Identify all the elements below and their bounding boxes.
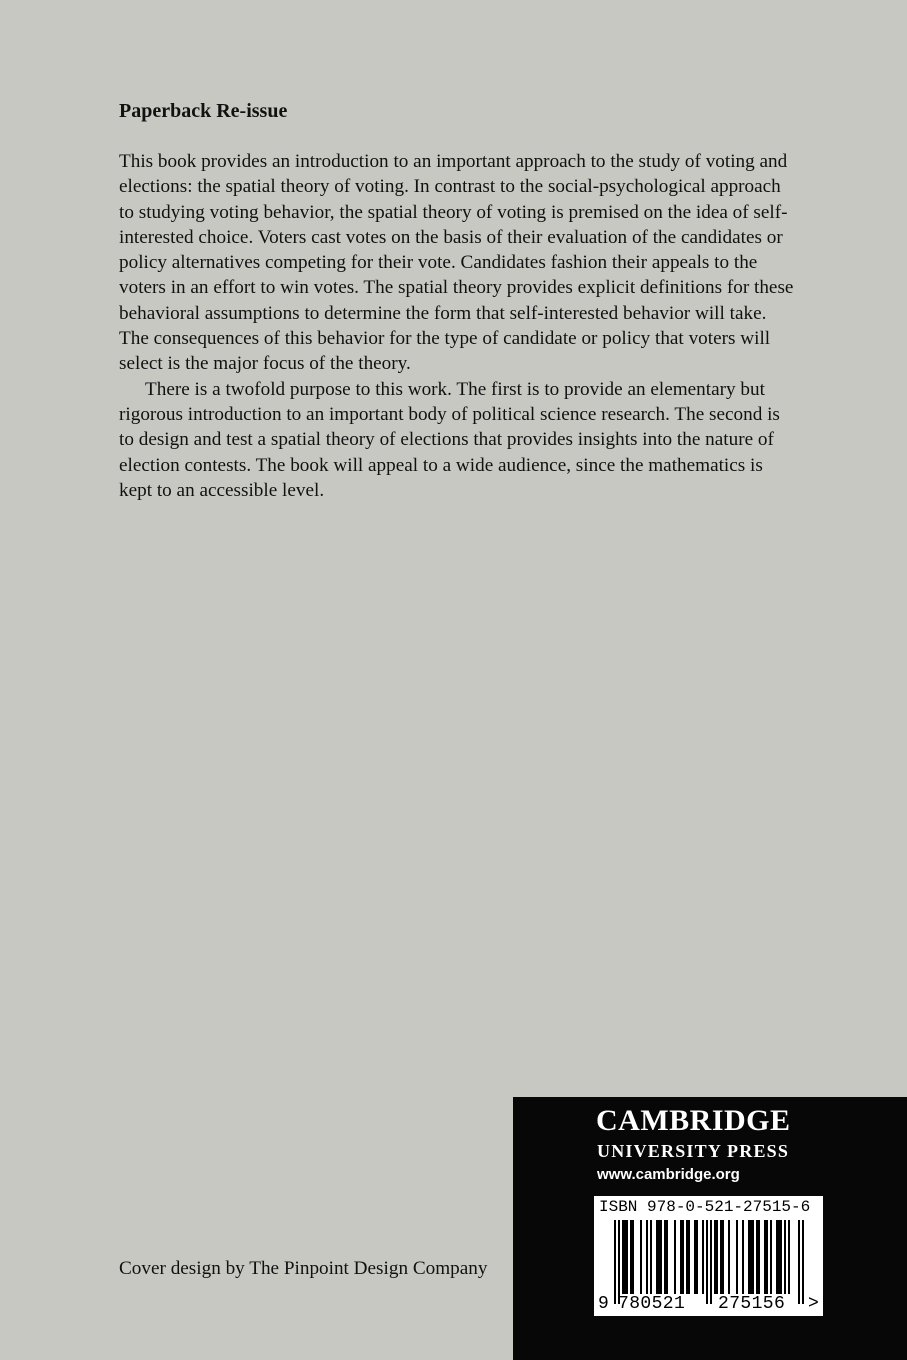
isbn-label: ISBN 978-0-521-27515-6	[599, 1198, 811, 1216]
barcode-bar	[778, 1220, 780, 1294]
barcode-bar	[802, 1220, 804, 1304]
barcode-bar	[752, 1220, 754, 1294]
barcode-bar	[720, 1220, 722, 1294]
barcode-bar	[706, 1220, 708, 1304]
barcode-bar	[658, 1220, 660, 1294]
barcode-bar	[656, 1220, 658, 1294]
ean-first-digit: 9	[598, 1294, 610, 1314]
barcode-bar	[714, 1220, 716, 1294]
barcode-bar	[660, 1220, 662, 1294]
barcode-bar	[686, 1220, 688, 1294]
barcode-bar	[780, 1220, 782, 1294]
barcode-bar	[696, 1220, 698, 1294]
ean-right-digits: 275156	[718, 1294, 786, 1314]
publisher-subtitle: UNIVERSITY PRESS	[597, 1141, 790, 1161]
barcode-bar	[640, 1220, 642, 1294]
barcode-bar	[632, 1220, 634, 1294]
publisher-name: CAMBRIDGE	[596, 1104, 791, 1137]
ean-quiet-zone-mark: >	[808, 1294, 820, 1314]
barcode-bar	[624, 1220, 626, 1294]
ean-left-digits: 780521	[618, 1294, 686, 1314]
barcode-bar	[664, 1220, 666, 1294]
barcode-bar	[758, 1220, 760, 1294]
blurb-paragraph-1: This book provides an introduction to an important approach to the study of voting and elections: the spatial theory of voting. In contrast to the social-psychological approach to studying voting behavior, the spatial theory of voting is premised on the idea of self-interested choice. Voters cast votes on the basis of their evaluation of the candidates or policy alternatives competing for their vote. Candidates fashion their appeals to the voters in an effort to win votes. The spatial theory provides explicit definitions for these behavioral assumptions to determine the form that self-interested behavior will take. The consequences of this behavior for the type of candidate or policy that voters will select is the major focus of the theory.	[119, 151, 794, 375]
barcode-bar	[688, 1220, 690, 1294]
barcode-bar	[694, 1220, 696, 1294]
barcode-bar	[666, 1220, 668, 1294]
barcode-bar	[716, 1220, 718, 1294]
barcode-bar	[788, 1220, 790, 1294]
barcode-bar	[618, 1220, 620, 1304]
barcode-bar	[766, 1220, 768, 1294]
barcode-bar	[750, 1220, 752, 1294]
barcode-bar	[756, 1220, 758, 1294]
barcode-bar	[770, 1220, 772, 1294]
barcode-bar	[736, 1220, 738, 1294]
blurb-text	[119, 149, 799, 503]
isbn-barcode	[594, 1196, 823, 1316]
barcode-bar	[650, 1220, 652, 1294]
publisher-url: www.cambridge.org	[597, 1166, 740, 1183]
cover-design-credit: Cover design by The Pinpoint Design Company	[119, 1258, 488, 1279]
barcode-bar	[674, 1220, 676, 1294]
barcode-bar	[764, 1220, 766, 1294]
barcode-bar	[710, 1220, 712, 1304]
barcode-bar	[626, 1220, 628, 1294]
cover-heading: Paperback Re-issue	[119, 100, 288, 122]
barcode-bar	[630, 1220, 632, 1294]
barcode-bar	[798, 1220, 800, 1304]
barcode-bar	[722, 1220, 724, 1294]
barcode-bar	[776, 1220, 778, 1294]
barcode-bar	[614, 1220, 616, 1304]
barcode-bar	[742, 1220, 744, 1294]
blurb-paragraph-2: There is a twofold purpose to this work. The first is to provide an elementary but rigorous introduction to an important body of political science research. The second is to design and test a spatial theory of elections that provides insights into the nature of election contests. The book will appeal to a wide audience, since the mathematics is kept to an accessible level.	[119, 378, 780, 501]
barcode-bar	[748, 1220, 750, 1294]
barcode-bar	[682, 1220, 684, 1294]
barcode-bar	[702, 1220, 704, 1294]
barcode-bar	[646, 1220, 648, 1294]
barcode-bar	[680, 1220, 682, 1294]
barcode-bar	[622, 1220, 624, 1294]
barcode-bar	[784, 1220, 786, 1294]
barcode-bar	[728, 1220, 730, 1294]
